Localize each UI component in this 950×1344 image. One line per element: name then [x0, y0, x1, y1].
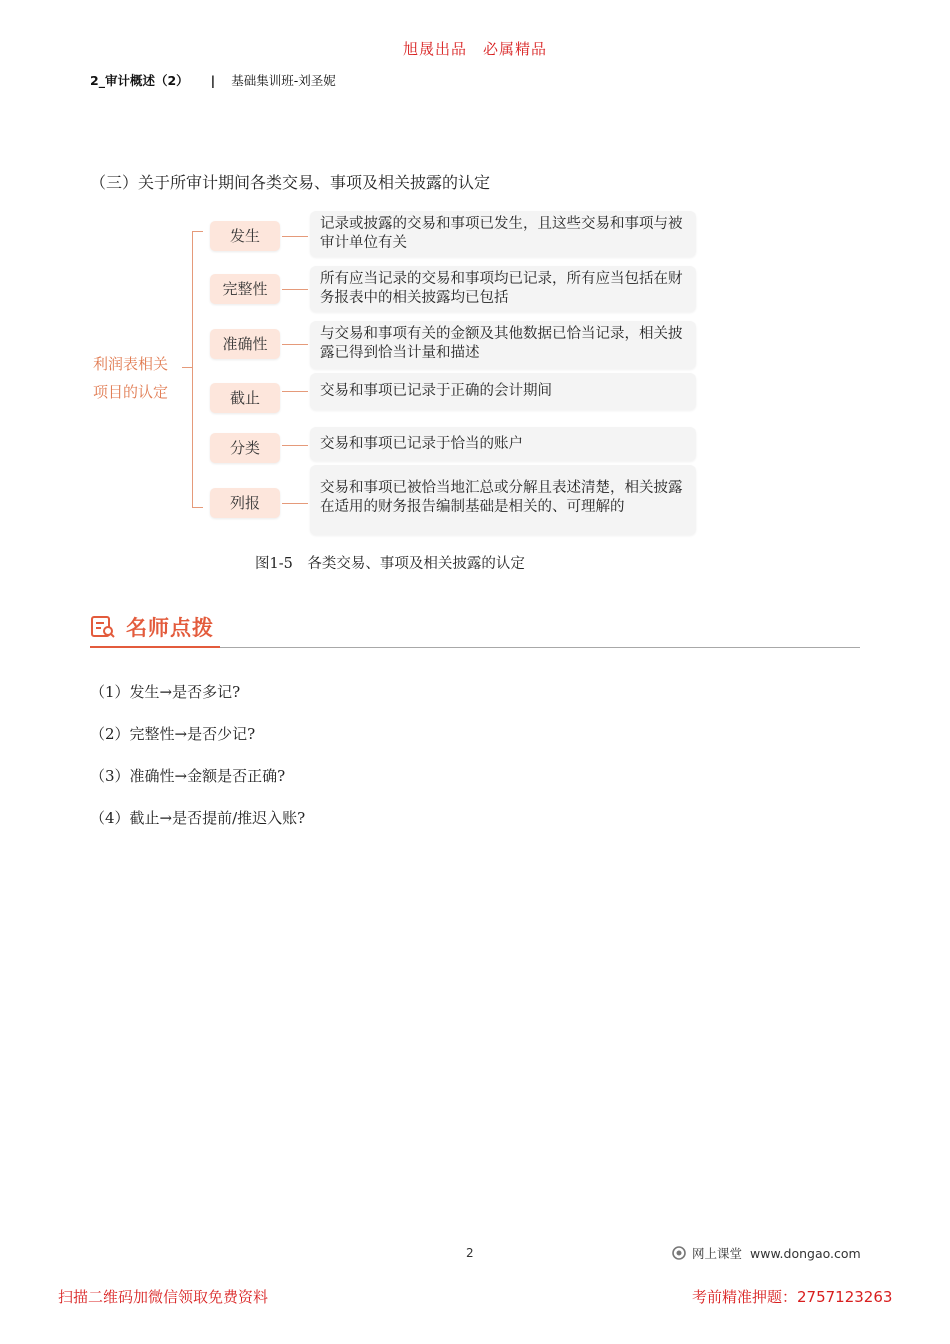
notepad-search-icon	[90, 614, 116, 640]
desc-classification: 交易和事项已记录于恰当的账户	[310, 427, 696, 461]
node-completeness: 完整性	[210, 274, 280, 304]
desc-completeness: 所有应当记录的交易和事项均已记录，所有应当包括在财务报表中的相关披露均已包括	[310, 266, 696, 312]
desc-occurrence: 记录或披露的交易和事项已发生，且这些交易和事项与被审计单位有关	[310, 211, 696, 257]
brand-site: www.dongao.com	[750, 1245, 861, 1261]
tips-underline	[220, 647, 860, 648]
tips-title: 名师点拨	[126, 615, 214, 640]
node-presentation: 列报	[210, 488, 280, 518]
tip-item: （1）发生→是否多记?	[90, 683, 241, 701]
node-cutoff: 截止	[210, 383, 280, 413]
tip-item: （3）准确性→金额是否正确?	[90, 767, 286, 785]
figure-caption: 图1-5 各类交易、事项及相关披露的认定	[255, 556, 525, 572]
connector-cutoff	[282, 391, 308, 392]
tip-item: （2）完整性→是否少记?	[90, 725, 256, 743]
connector-classification	[282, 445, 308, 446]
assertion-mindmap	[90, 205, 710, 545]
tips-underline-accent	[90, 646, 220, 648]
top-banner: 旭晟出品 必属精品	[402, 40, 547, 58]
root-line-1: 利润表相关	[93, 355, 169, 373]
mindmap-bracket	[192, 231, 203, 508]
connector-occurrence	[282, 236, 308, 237]
brand	[672, 1244, 861, 1262]
node-accuracy: 准确性	[210, 329, 280, 359]
brand-logo-icon	[672, 1246, 686, 1260]
footer-promo-left: 扫描二维码加微信领取免费资料	[58, 1288, 269, 1306]
root-line-2: 项目的认定	[93, 383, 169, 401]
desc-presentation: 交易和事项已被恰当地汇总或分解且表述清楚，相关披露在适用的财务报告编制基础是相关的、可理解的	[310, 465, 696, 535]
footer-promo-right: 考前精准押题：2757123263	[692, 1288, 893, 1306]
desc-accuracy: 与交易和事项有关的金额及其他数据已恰当记录，相关披露已得到恰当计量和描述	[310, 321, 696, 369]
node-classification: 分类	[210, 433, 280, 463]
section-title: （三）关于所审计期间各类交易、事项及相关披露的认定	[90, 173, 491, 192]
connector-accuracy	[282, 344, 308, 345]
course-name: 基础集训班-刘圣妮	[231, 73, 336, 88]
tips-header	[90, 610, 860, 650]
header-separator: |	[210, 72, 216, 88]
connector-presentation	[282, 503, 308, 504]
desc-cutoff: 交易和事项已记录于正确的会计期间	[310, 373, 696, 410]
node-occurrence: 发生	[210, 221, 280, 251]
page-number: 2	[466, 1246, 474, 1260]
connector-completeness	[282, 289, 308, 290]
mindmap-root	[93, 350, 183, 406]
brand-name: 网上课堂	[692, 1246, 743, 1261]
page-header	[90, 71, 336, 89]
chapter-title: 2_审计概述（2）	[90, 73, 189, 88]
tip-item: （4）截止→是否提前/推迟入账?	[90, 809, 306, 827]
